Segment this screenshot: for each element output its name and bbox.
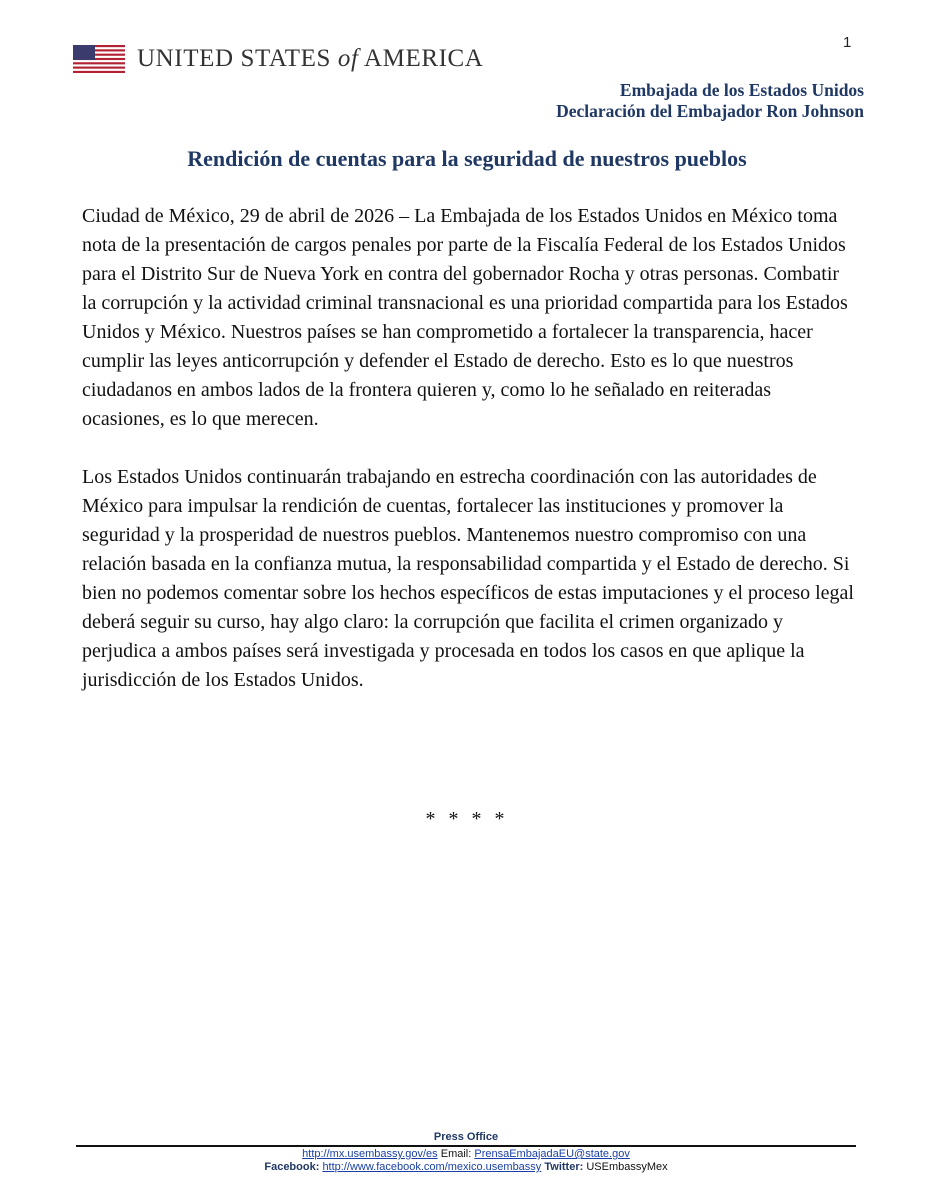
embassy-name: Embajada de los Estados Unidos bbox=[619, 80, 864, 100]
document-body bbox=[82, 202, 857, 695]
footer-divider bbox=[76, 1145, 856, 1147]
website-link[interactable]: http://mx.usembassy.gov/es bbox=[302, 1148, 438, 1160]
twitter-label: Twitter: bbox=[544, 1161, 584, 1173]
us-flag-icon bbox=[73, 45, 125, 73]
flag-stripe bbox=[73, 71, 125, 73]
letterhead-title bbox=[137, 44, 483, 74]
embassy-header bbox=[556, 80, 864, 122]
page-number: 1 bbox=[843, 34, 852, 51]
document-title: Rendición de cuentas para la seguridad de nuestros pueblos bbox=[187, 146, 747, 171]
end-mark: * * * * bbox=[425, 808, 509, 830]
letterhead-text-part2: AMERICA bbox=[358, 45, 484, 72]
letterhead-text-italic: of bbox=[337, 45, 359, 72]
footer bbox=[76, 1131, 856, 1174]
footer-social-line bbox=[76, 1161, 856, 1174]
facebook-label: Facebook: bbox=[264, 1161, 320, 1173]
flag-stripe bbox=[73, 67, 125, 69]
body-paragraph-2: Los Estados Unidos continuarán trabajando en estrecha coordinación con las autoridades de México para impulsar la rendición de cuentas, fortalecer las instituciones y promover la seguridad y la prosperidad de nuestros pueblos. Mantenemos nuestro compromiso con una relación basada en la confianza mutua, la responsabilidad compartida y el Estado de derecho. Si bien no podemos comentar sobre los hechos específicos de estas imputaciones y el proceso legal deberá seguir su curso, hay algo claro: la corrupción que facilita el crimen organizado y perjudica a ambos países será investigada y procesada en todos los casos en que aplique la jurisdicción de los Estados Unidos. bbox=[82, 466, 854, 691]
facebook-link[interactable]: http://www.facebook.com/mexico.usembassy bbox=[322, 1161, 542, 1173]
letterhead-text-part1: UNITED STATES bbox=[137, 45, 338, 72]
flag-stripe bbox=[73, 62, 125, 64]
footer-title: Press Office bbox=[433, 1131, 499, 1143]
twitter-handle[interactable]: USEmbassyMex bbox=[586, 1161, 668, 1173]
body-paragraph-1: Ciudad de México, 29 de abril de 2026 – La Embajada de los Estados Unidos en México toma nota de la presentación de cargos penales por parte de la Fiscalía Federal de los Estados Unidos para el Distrito Sur de Nueva York en contra del gobernador Rocha y otras personas. Combatir la corrupción y la actividad criminal transnacional es una prioridad compartida para los Estados Unidos y México. Nuestros países se han comprometido a fortalecer la transparencia, hacer cumplir las leyes anticorrupción y defender el Estado de derecho. Esto es lo que nuestros ciudadanos en ambos lados de la frontera quieren y, como lo he señalado en reiteradas ocasiones, es lo que merecen. bbox=[82, 205, 848, 430]
footer-contact-line bbox=[76, 1148, 856, 1161]
statement-byline: Declaración del Embajador Ron Johnson bbox=[556, 101, 864, 121]
letterhead bbox=[73, 44, 483, 74]
email-link[interactable]: PrensaEmbajadaEU@state.gov bbox=[474, 1148, 630, 1160]
email-label: Email: bbox=[437, 1148, 475, 1160]
